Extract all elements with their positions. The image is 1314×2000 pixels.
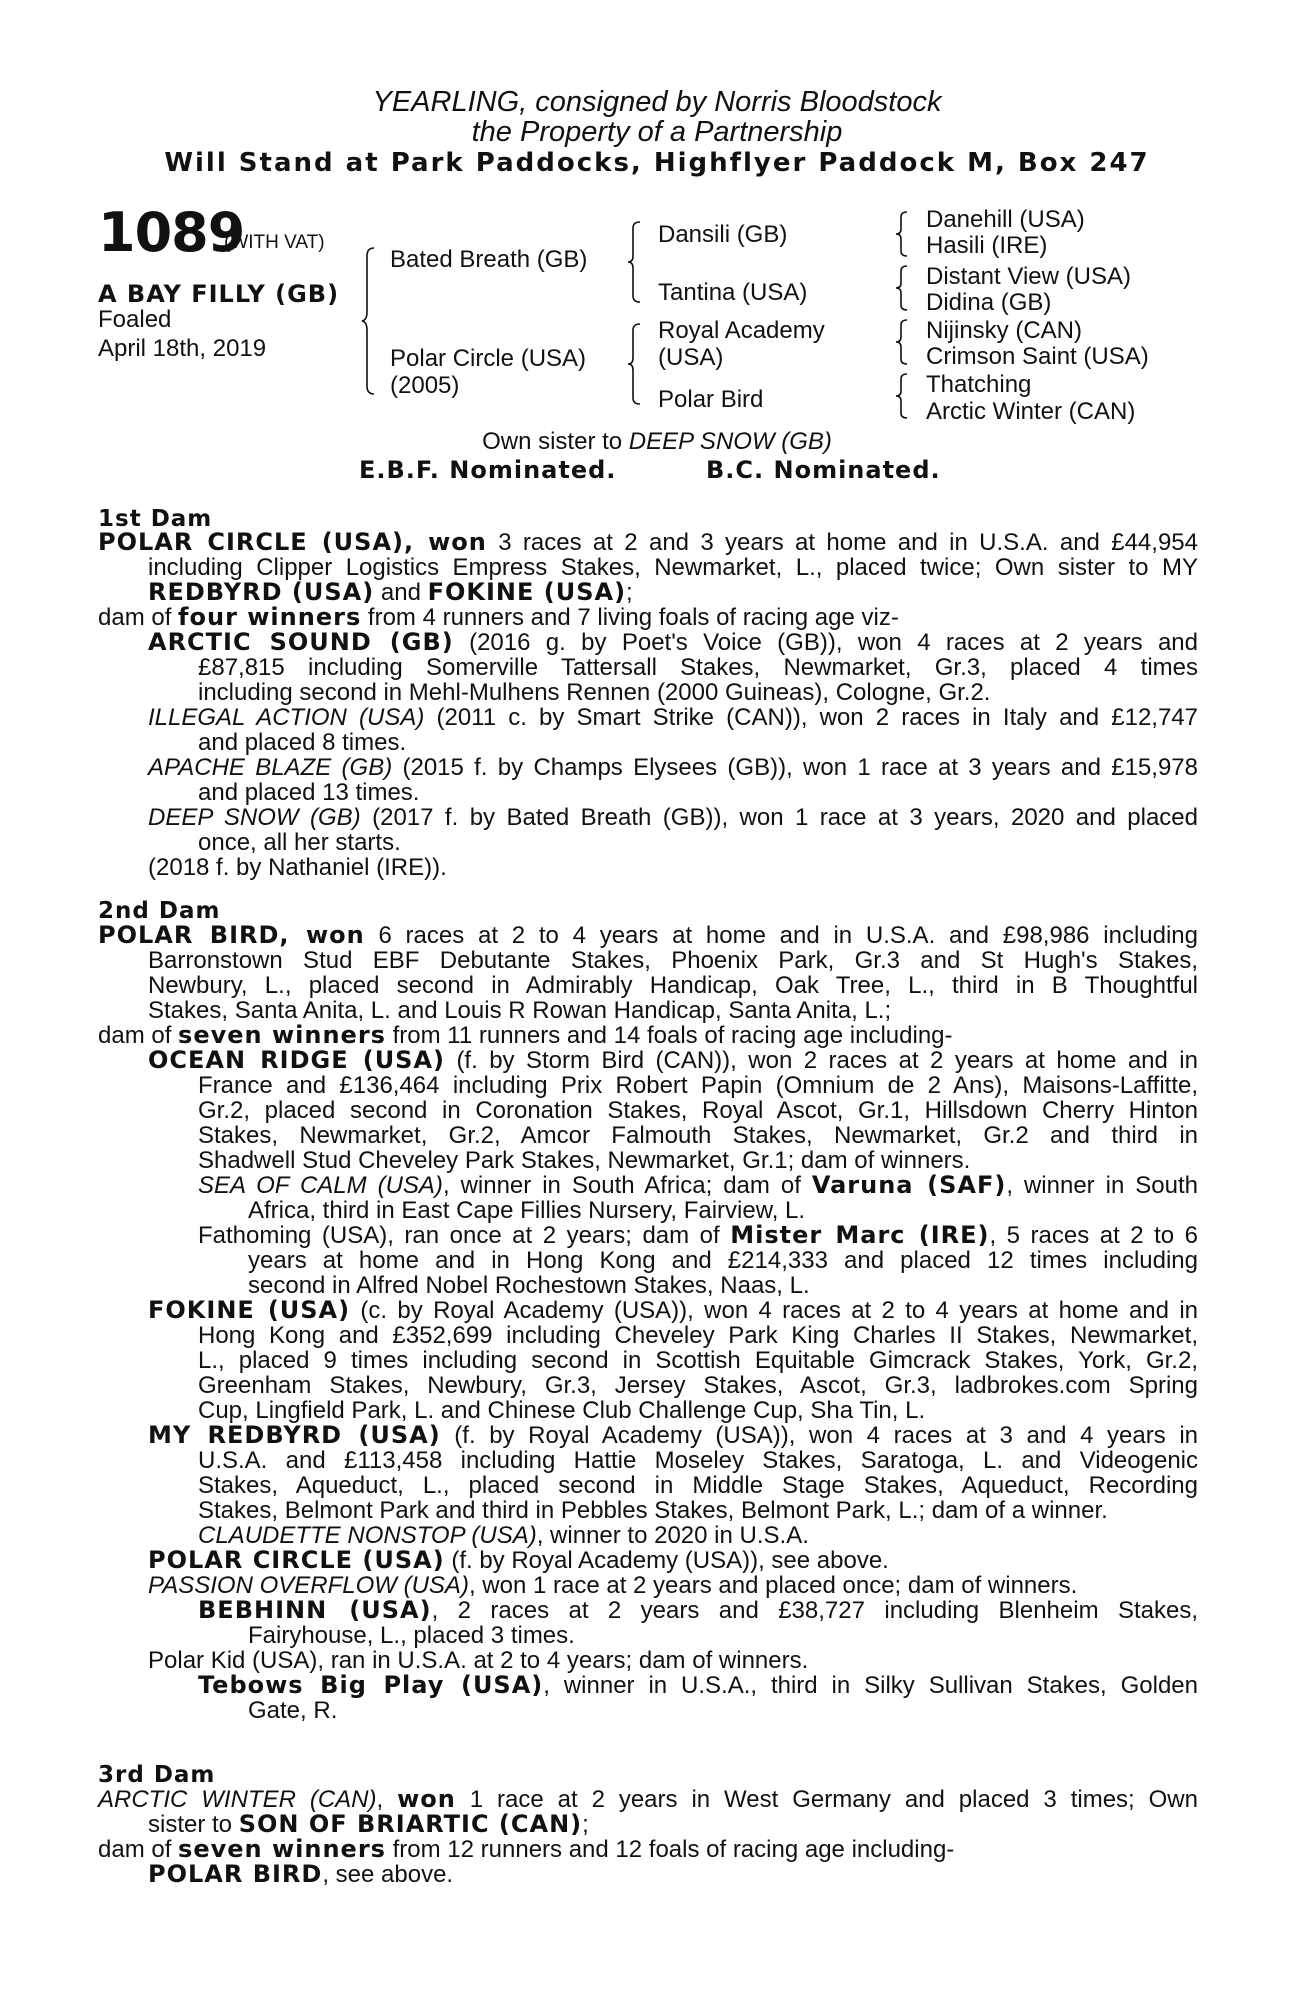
sire-dam: Tantina (USA) (658, 279, 808, 306)
catalogue-page: YEARLING, consigned by Norris Bloodstock the Property of a Partnership Will Stand at Park Paddocks, Highflyer Paddock M, Box 247 1089 (WITH VAT) A BAY FILLY (GB) Foaled April 18th, 2019 Bated Breath (GB) Polar Circle (USA) (2005) Dansili (GB) Tantina (USA) Royal Academy (USA) Polar Bird Danehill (USA) Hasili (IRE) Distant View (USA) Didina (GB) Nijinsky (CAN) Crimson Saint (USA) Thatching Arctic Winter (CAN) Own sister to DEEP SNOW (GB) E.B.F. Nominated. B.C. Nominated. 1st Dam POLAR CIRCLE (USA), won 3 races at 2 and 3 years at home and in U.S.A. and £44,954 including Clipper Logistics Empress Stakes, Newmarket, L., placed twice; Own sister to MY REDBYRD (USA) and FOKINE (USA); dam of four winners from 4 runners and 7 living foals of racing age viz- ARCTIC SOUND (GB) (2016 g. by Poet's Voice (GB)), won 4 races at 2 years and £87,815 including Somerville Tattersall Stakes, Newmarket, Gr.3, placed 4 times including second in Mehl-Mulhens Rennen (2000 Guineas), Cologne, Gr.2. ILLEGAL ACTION (USA) (2011 c. by Smart Strike (CAN)), won 2 races in Italy and £12,747 and placed 8 times. APACHE BLAZE (GB) (2015 f. by Champs Elysees (GB)), won 1 race at 3 years and £15,978 and placed 13 times. DEEP SNOW (GB) (2017 f. by Bated Breath (GB)), won 1 race at 3 years, 2020 and placed once, all her starts. (2018 f. by Nathaniel (IRE)). 2nd Dam POLAR BIRD, won 6 races at 2 to 4 years at home and in U.S.A. and £98,986 including Barronstown Stud EBF Debutante Stakes, Phoenix Park, Gr.3 and St Hugh's Stakes, Newbury, L., placed second in Admirably Handicap, Oak Tree, L., third in B Thoughtful Stakes, Santa Anita, L. and Louis R Rowan Handicap, Santa Anita, L.; dam of seven winners from 11 runners and 14 foals of racing age including- OCEAN RIDGE (USA) (f. by Storm Bird (CAN)), won 2 races at 2 years at home and in France and £136,464 including Prix Robert Papin (Omnium de 2 Ans), Maisons-Laffitte, Gr.2, placed second in Coronation Stakes, Royal Ascot, Gr.1, Hillsdown Cherry Hinton Stakes, Newmarket, Gr.2, Amcor Falmouth Stakes, Newmarket, Gr.2 and third in Shadwell Stud Cheveley Park Stakes, Newmarket, Gr.1; dam of winners. SEA OF CALM (USA), winner in South Africa; dam of Varuna (SAF), winner in South Africa, third in East Cape Fillies Nursery, Fairview, L. Fathoming (USA), ran once at 2 years; dam of Mister Marc (IRE), 5 races at 2 to 6 years at home and in Hong Kong and £214,333 and placed 12 times including second in Alfred Nobel Rochestown Stakes, Naas, L. FOKINE (USA) (c. by Royal Academy (USA)), won 4 races at 2 to 4 years at home and in Hong Kong and £352,699 including Cheveley Park King Charles II Stakes, Newmarket, L., placed 9 times including second in Scottish Equitable Gimcrack Stakes, York, Gr.2, Greenham Stakes, Newbury, Gr.3, Jersey Stakes, Ascot, Gr.3, ladbrokes.com Spring Cup, Lingfield Park, L. and Chinese Club Challenge Cup, Sha Tin, L. MY REDBYRD (USA) (f. by Royal Academy (USA)), won 4 races at 3 and 4 years in U.S.A. and £113,458 including Hattie Moseley Stakes, Saratoga, L. and Videogenic Stakes, Aqueduct, L., placed second in Middle Stage Stakes, Aqueduct, Recording Stakes, Belmont Park and third in Pebbles Stakes, Belmont Park, L.; dam of a winner. CLAUDETTE NONSTOP (USA), winner to 2020 in U.S.A. POLAR CIRCLE (USA) (f. by Royal Academy (USA)), see above. PASSION OVERFLOW (USA), won 1 race at 2 years and placed once; dam of winners. BEBHINN (USA), 2 races at 2 years and £38,727 including Blenheim Stakes, Fairyhouse, L., placed 3 times. Polar Kid (USA), ran in U.S.A. at 2 to 4 years; dam of winners. Tebows Big Play (USA), winner in U.S.A., third in Silky Sullivan Stakes, Golden Gate, R. 3rd Dam ARCTIC WINTER (CAN), won 1 race at 2 years in West Germany and placed 3 times; Own sister to SON OF BRIARTIC (CAN); dam of seven winners from 12 runners and 12 foals of racing age including- POLAR BIRD, see above. (0, 0, 1314, 2000)
pedigree-bracket-sire (628, 220, 644, 304)
foaled-label: Foaled (98, 306, 172, 333)
lot-number: 1089 (98, 201, 245, 264)
sire-sire: Dansili (GB) (658, 221, 788, 248)
pedigree-bracket-main (362, 246, 382, 396)
first-dam-heading: 1st Dam (98, 506, 213, 532)
great-granddam-8: Arctic Winter (CAN) (926, 398, 1136, 425)
pedigree-bracket-dam (628, 322, 644, 406)
great-grandsire-1: Danehill (USA) (926, 206, 1085, 233)
sire: Bated Breath (GB) (390, 246, 588, 273)
great-granddam-2: Hasili (IRE) (926, 232, 1048, 259)
own-sister-note: Own sister to DEEP SNOW (GB) (482, 428, 832, 455)
dam-line1: Polar Circle (USA) (390, 345, 587, 372)
great-grandsire-3: Distant View (USA) (926, 263, 1131, 290)
property-line: the Property of a Partnership (471, 116, 843, 148)
great-grandsire-5: Nijinsky (CAN) (926, 317, 1082, 344)
second-dam-heading: 2nd Dam (98, 898, 221, 924)
pedigree-bracket-g2 (896, 264, 910, 312)
pedigree-bracket-g1 (896, 210, 910, 258)
foaled-date: April 18th, 2019 (98, 335, 267, 362)
bc-nomination: B.C. Nominated. (706, 456, 941, 484)
dam-dam: Polar Bird (658, 386, 764, 413)
vat-note: (WITH VAT) (224, 232, 325, 253)
dam-sire-line2: (USA) (658, 344, 724, 371)
lot-name: A BAY FILLY (GB) (98, 280, 340, 308)
dam-line2: (2005) (390, 372, 460, 399)
pedigree-bracket-g3 (896, 318, 910, 366)
pedigree-bracket-g4 (896, 372, 910, 420)
great-granddam-4: Didina (GB) (926, 289, 1052, 316)
stand-location: Will Stand at Park Paddocks, Highflyer Paddock M, Box 247 (164, 148, 1150, 178)
dam-sire-line1: Royal Academy (658, 317, 825, 344)
great-grandsire-7: Thatching (926, 371, 1032, 398)
ebf-nomination: E.B.F. Nominated. (359, 456, 617, 484)
great-granddam-6: Crimson Saint (USA) (926, 343, 1149, 370)
third-dam-heading: 3rd Dam (98, 1762, 216, 1788)
consignor-line: YEARLING, consigned by Norris Bloodstock (372, 86, 942, 118)
